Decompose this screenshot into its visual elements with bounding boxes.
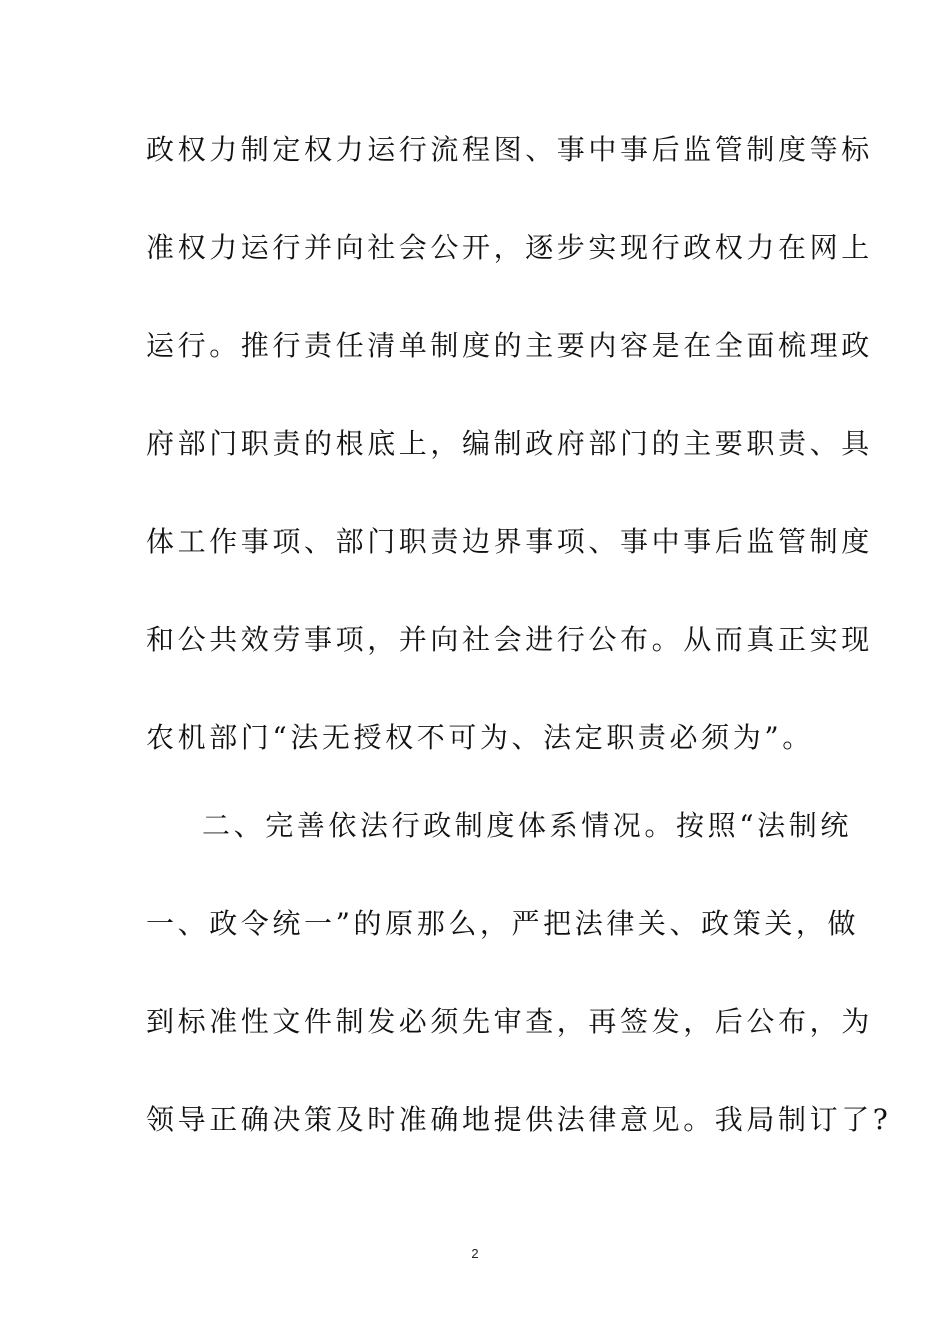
text-line: 和公共效劳事项，并向社会进行公布。从而真正实现 — [146, 623, 873, 656]
text-line: 体工作事项、部门职责边界事项、事中事后监管制度 — [146, 525, 873, 558]
text-line: 一、政令统一”的原那么，严把法律关、政策关，做 — [146, 907, 860, 940]
text-line: 运行。推行责任清单制度的主要内容是在全面梳理政 — [146, 329, 873, 362]
text-line: 领导正确决策及时准确地提供法律意见。我局制订了? — [146, 1103, 892, 1136]
text-line: 到标准性文件制发必须先审查，再签发，后公布，为 — [146, 1005, 873, 1038]
text-line: 准权力运行并向社会公开，逐步实现行政权力在网上 — [146, 231, 873, 264]
paragraph-start-line: 二、完善依法行政制度体系情况。按照“法制统 — [202, 809, 852, 842]
text-line: 农机部门“法无授权不可为、法定职责必须为”。 — [146, 721, 814, 754]
page-number: 2 — [471, 1246, 479, 1261]
text-line: 政权力制定权力运行流程图、事中事后监管制度等标 — [146, 133, 873, 166]
text-line: 府部门职责的根底上，编制政府部门的主要职责、具 — [146, 427, 873, 460]
